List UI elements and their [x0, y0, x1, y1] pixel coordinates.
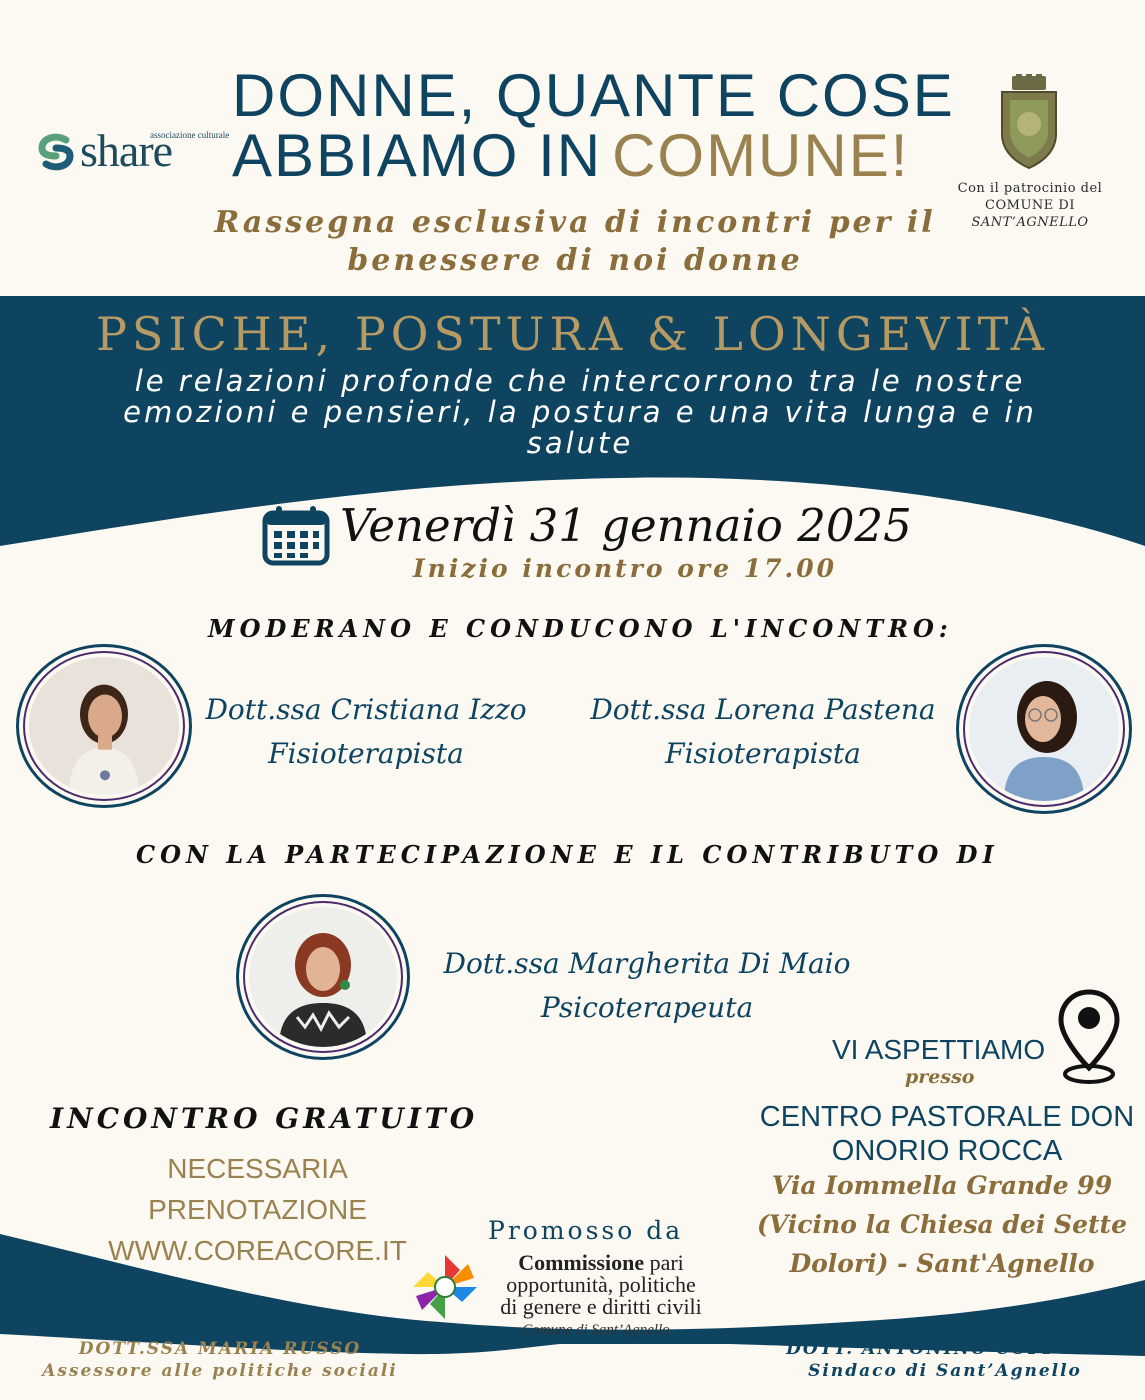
patronage-line1: Con il patrocinio del — [957, 181, 1103, 196]
signature-left — [20, 1338, 420, 1382]
venue-line1: CENTRO PASTORALE DON — [759, 1101, 1135, 1133]
signature-right — [760, 1338, 1130, 1382]
location-pin-icon — [1056, 988, 1122, 1088]
address-line1: Via Iommella Grande 99 — [771, 1171, 1113, 1200]
booking-line2: PRENOTAZIONE — [148, 1194, 367, 1225]
address-line3: Dolori) - Sant'Agnello — [789, 1249, 1095, 1278]
booking-website-link[interactable]: WWW.COREACORE.IT — [108, 1235, 407, 1266]
topic-description: le relazioni profonde che intercorrono tra le nostre emozioni e pensieri, la postura e una vita lunga e in salute — [123, 364, 1037, 460]
main-title-line1: DONNE, QUANTE COSE — [232, 62, 955, 129]
contributor-1 — [432, 942, 862, 1030]
sant-agnello-crest-icon — [996, 74, 1062, 170]
promoted-by-label: Promosso da — [488, 1216, 684, 1245]
wait-label: VI ASPETTIAMO — [832, 1034, 1046, 1065]
main-title-line2 — [232, 122, 910, 189]
share-logo-tagline: associazione culturale — [150, 130, 230, 140]
patronage-text — [935, 180, 1125, 231]
photo-cristiana-izzo — [16, 644, 192, 808]
topic-title: PSICHE, POSTURA & LONGEVITÀ — [95, 307, 1050, 361]
address-line2: (Vicino la Chiesa dei Sette — [757, 1210, 1127, 1239]
free-event-label: INCONTRO GRATUITO — [50, 1102, 479, 1135]
main-title-line2-text: ABBIAMO IN — [232, 122, 603, 189]
contributor-1-name: Dott.ssa Margherita Di Maio — [443, 947, 851, 980]
patronage-line2: COMUNE DI — [985, 198, 1075, 213]
booking-info — [100, 1148, 415, 1271]
commission-line2: opportunità, politiche — [506, 1272, 696, 1297]
commission-bold: Commissione — [518, 1250, 645, 1275]
photo-margherita-di-maio — [236, 894, 410, 1060]
commission-logo-icon — [408, 1250, 482, 1324]
commission-rest: pari — [644, 1250, 684, 1275]
commission-name — [486, 1252, 716, 1318]
portrait-image — [29, 657, 179, 795]
moderator-1-role: Fisioterapista — [268, 737, 464, 770]
venue-name — [752, 1100, 1142, 1168]
patronage-line3: SANT’AGNELLO — [971, 215, 1089, 230]
contributors-heading: CON LA PARTECIPAZIONE E IL CONTRIBUTO DI — [136, 840, 999, 869]
moderator-2-name: Dott.ssa Lorena Pastena — [590, 693, 936, 726]
booking-line1: NECESSARIA — [167, 1153, 348, 1184]
main-title-accent: COMUNE! — [612, 122, 910, 189]
signature-left-name: DOTT.SSA MARIA RUSSO — [78, 1339, 362, 1359]
start-time: Inizio incontro ore 17.00 — [412, 554, 838, 583]
signature-left-role: Assessore alle politiche sociali — [42, 1361, 398, 1381]
event-date: Venerdì 31 gennaio 2025 — [340, 499, 912, 552]
portrait-image — [249, 907, 397, 1047]
commission-comune: Comune di Sant’Agnello — [522, 1322, 670, 1338]
subtitle: Rassegna esclusiva di incontri per il benessere di noi donne — [214, 205, 936, 278]
venue-line2: ONORIO ROCCA — [831, 1135, 1063, 1167]
presso-label: presso — [905, 1066, 975, 1088]
commission-line3: di genere e diritti civili — [500, 1294, 702, 1319]
moderators-heading: MODERANO E CONDUCONO L'INCONTRO: — [208, 614, 953, 643]
moderator-2 — [578, 688, 948, 776]
share-logo — [36, 125, 230, 176]
share-logo-icon — [36, 132, 76, 172]
moderator-1 — [194, 688, 538, 776]
signature-right-role: Sindaco di Sant’Agnello — [808, 1361, 1082, 1381]
photo-lorena-pastena — [956, 644, 1132, 814]
moderator-2-role: Fisioterapista — [665, 737, 861, 770]
share-logo-text: share — [80, 125, 173, 176]
moderator-1-name: Dott.ssa Cristiana Izzo — [205, 693, 527, 726]
contributor-1-role: Psicoterapeuta — [540, 991, 754, 1024]
signature-right-name: DOTT. ANTONINO COPPOLA — [786, 1339, 1104, 1359]
portrait-image — [969, 657, 1119, 801]
